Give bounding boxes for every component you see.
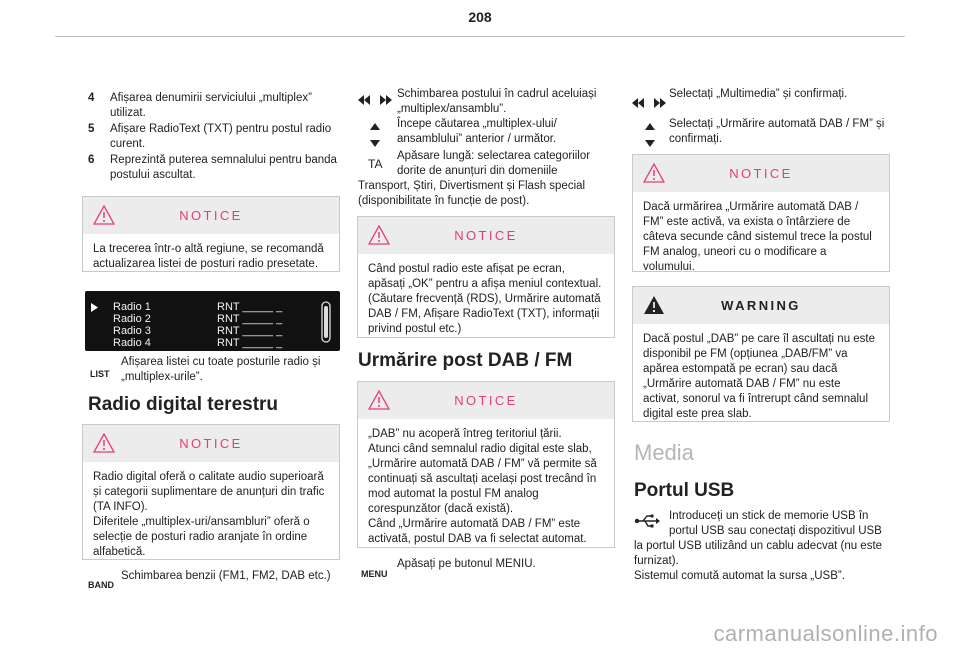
- notice-header: [83, 197, 339, 234]
- station-name: Radio 4: [113, 337, 151, 349]
- station-name: Radio 3: [113, 325, 151, 337]
- notice-text: Dacă urmărirea „Urmărire automată DAB / FM” este activă, va exista o întârziere de câteva secunde când sistemul trece la postul FM analog, uneori cu o modificare a volumului.: [643, 201, 872, 273]
- notice-box: [357, 381, 615, 548]
- notice-box: [632, 154, 890, 272]
- notice-title: NOTICE: [729, 166, 793, 181]
- usb-icon: [634, 513, 660, 529]
- section-heading: Radio digital terestru: [88, 394, 279, 415]
- usb-description-line: portul USB sau conectați dispozitivul USB: [669, 525, 882, 537]
- usb-description-line: la portul USB utilizând un cablu adecvat (nu este furnizat). Sistemul comută automat la sursa „USB”.: [634, 540, 883, 582]
- chapter-heading: Media: [634, 440, 694, 465]
- station-name: Radio 2: [113, 313, 151, 325]
- ta-description-line: Apăsare lungă: selectarea categoriilor: [397, 150, 591, 162]
- station-value: RNT _____ _: [217, 337, 283, 349]
- notice-text: Radio digital oferă o calitate audio superioară și categorii suplimentare de anunțuri din trafic (TA INFO). Diferitele „multiplex-uri/ansambluri” oferă o selecție de posturi radio aranjate în ordine alfabetică.: [93, 471, 325, 558]
- notice-header: [633, 155, 889, 192]
- band-description: Schimbarea benzii (FM1, FM2, DAB etc.): [121, 570, 331, 582]
- notice-text: La trecerea într-o altă regiune, se recomandă actualizarea listei de posturi radio presetate.: [93, 243, 324, 270]
- section-heading: Urmărire post DAB / FM: [358, 350, 573, 371]
- notice-title: NOTICE: [179, 436, 243, 451]
- list-button-icon: LIST: [90, 369, 110, 379]
- station-value: RNT _____ _: [217, 325, 283, 337]
- item-text: Afișarea denumirii serviciului „multiplex” utilizat.: [110, 92, 312, 119]
- radio-list-screen: [85, 291, 340, 351]
- item-number: 5: [88, 123, 95, 135]
- notice-title: NOTICE: [454, 393, 518, 408]
- notice-header: [358, 217, 614, 254]
- notice-box: [82, 424, 340, 560]
- notice-header: [358, 382, 614, 419]
- watermark: carmanualsonline.info: [713, 621, 938, 646]
- up-down-arrows-icon: [645, 123, 655, 147]
- play-arrow-icon: [91, 303, 98, 312]
- ta-description-line: dorite de anunțuri din domeniile: [397, 165, 558, 177]
- notice-title: NOTICE: [179, 208, 243, 223]
- station-value: RNT _____ _: [217, 301, 283, 313]
- list-description: Afișarea listei cu toate posturile radio și „multiplex-urile”.: [121, 356, 321, 383]
- section-heading: Portul USB: [634, 480, 735, 501]
- band-button-icon: BAND: [88, 580, 114, 590]
- left-right-arrows-icon: [358, 94, 392, 106]
- up-down-arrows-icon: [370, 123, 380, 147]
- page-number: 208: [468, 9, 492, 25]
- select-multimedia-description: Selectați „Multimedia” și confirmați.: [669, 88, 848, 100]
- ta-description-line: Transport, Știri, Divertisment și Flash special (disponibilitate în funcție de post).: [358, 180, 586, 207]
- warning-text: Dacă postul „DAB” pe care îl ascultați nu este disponibil pe FM (opțiunea „DAB/FM” va apărea estompată pe ecran) sau dacă „Urmărire automată DAB / FM” nu este activat, sonorul va fi întrerupt când semnalul digital este prea slab.: [643, 333, 876, 420]
- warning-box: [632, 286, 890, 422]
- change-station-description: Schimbarea postului în cadrul aceluiași „multiplex/ansamblu”.: [397, 88, 597, 115]
- notice-box: [82, 196, 340, 272]
- item-number: 4: [88, 92, 95, 104]
- scrollbar-icon: [321, 301, 331, 343]
- ta-button-icon: TA: [368, 157, 383, 171]
- notice-title: NOTICE: [454, 228, 518, 243]
- warning-title: WARNING: [721, 298, 801, 313]
- item-number: 6: [88, 154, 95, 166]
- station-value: RNT _____ _: [217, 313, 283, 325]
- warning-header: [633, 287, 889, 324]
- item-text: Afișare RadioText (TXT) pentru postul radio curent.: [110, 123, 332, 150]
- search-description: Începe căutarea „multiplex-ului/ ansamblului” anterior / următor.: [397, 118, 557, 145]
- left-right-arrows-icon: [632, 97, 666, 109]
- top-divider: [55, 36, 905, 37]
- menu-button-icon: MENU: [361, 569, 388, 579]
- menu-description: Apăsați pe butonul MENIU.: [397, 558, 536, 570]
- station-name: Radio 1: [113, 301, 151, 313]
- notice-text: „DAB” nu acoperă întreg teritoriul țării. Atunci când semnalul radio digital este slab, „Urmărire automată DAB / FM” vă permite să continuați să ascultați același post trecând în mod automat la postul FM analog corespunzător (dacă există). Când „Urmărire automată DAB / FM” este activată, postul DAB va fi selectat automat.: [368, 428, 597, 545]
- item-text: Reprezintă puterea semnalului pentru banda postului ascultat.: [110, 154, 337, 181]
- notice-text: Când postul radio este afișat pe ecran, apăsați „OK” pentru a afișa meniul contextual. (Căutare frecvență (RDS), Urmărire automată DAB / FM, Afișare RadioText (TXT), informații privind postul etc.): [368, 263, 602, 335]
- notice-header: [83, 425, 339, 462]
- notice-box: [357, 216, 615, 338]
- usb-description-line: Introduceți un stick de memorie USB în: [669, 510, 869, 522]
- select-dab-description: Selectați „Urmărire automată DAB / FM” și confirmați.: [669, 118, 885, 145]
